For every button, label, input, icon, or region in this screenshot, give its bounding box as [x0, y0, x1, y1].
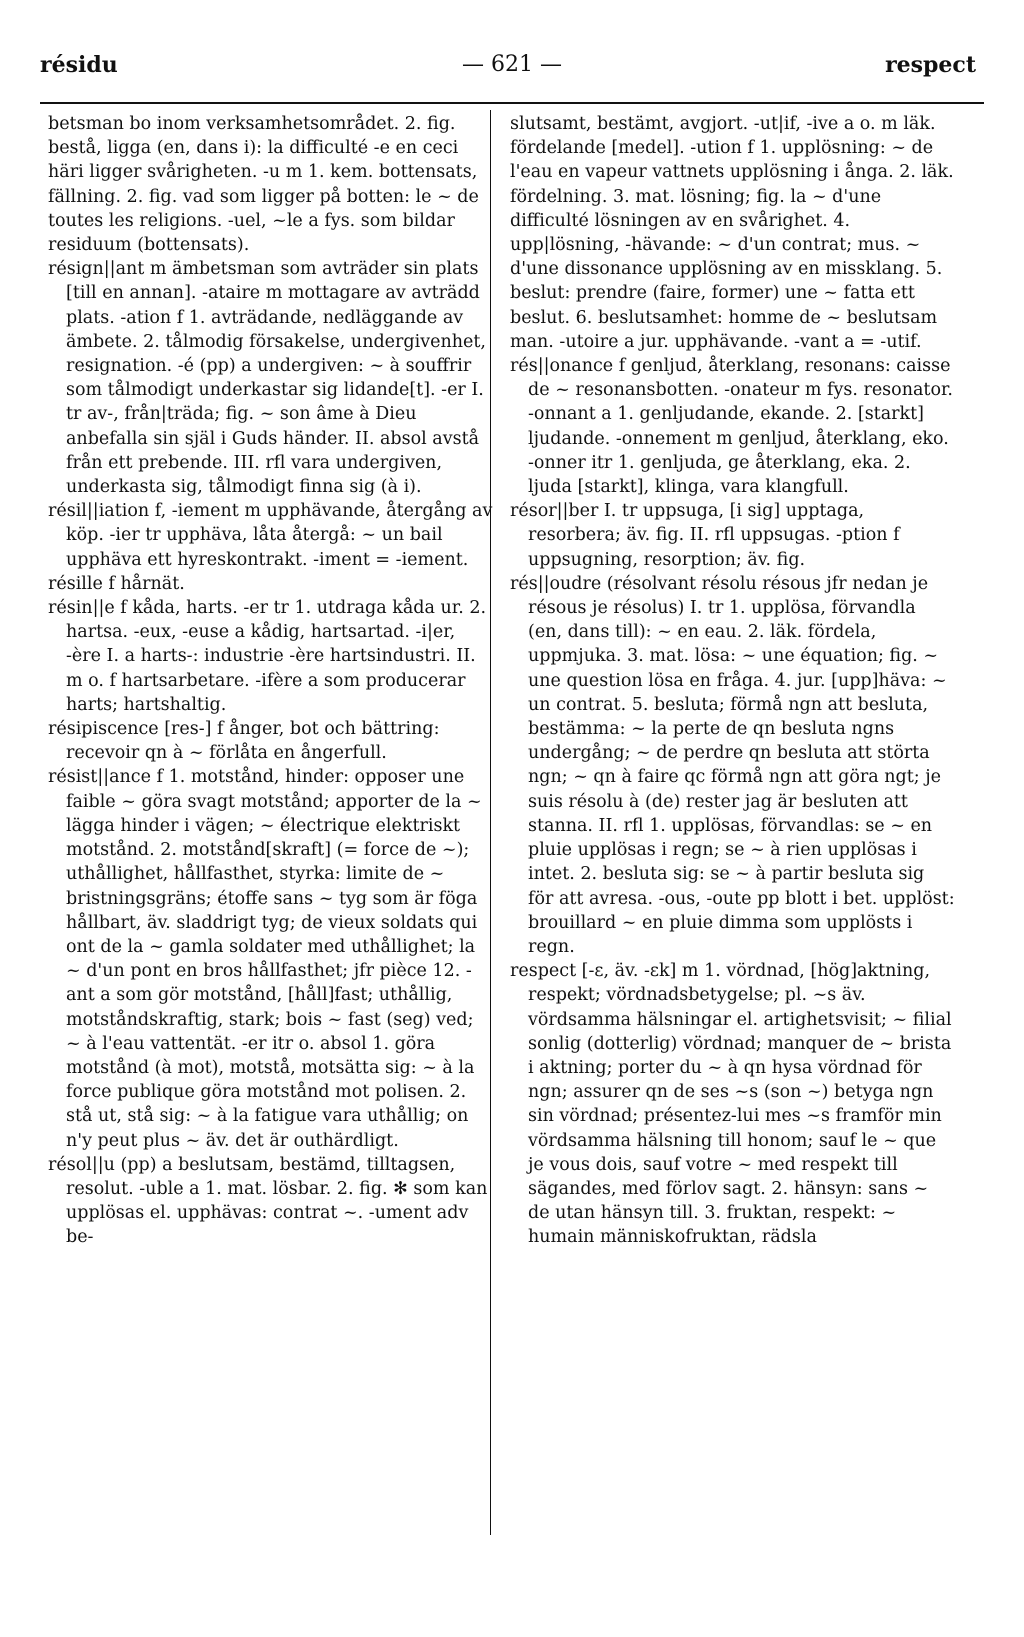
- dictionary-entry: slutsamt, bestämt, avgjort. -ut|if, -ive a o. m läk. fördelande [medel]. -ution f 1. upplösning: ~ de l'eau en vapeur vattnets upplösning i ånga. 2. läk. fördelning. 3. mat. lösning; fig. la ~ d'une difficulté lösningen av en svårighet. 4. upp|lösning, -hävande: ~ d'un contrat; mus. ~ d'une dissonance upplösning av en missklang. 5. beslut: prendre (faire, former) une ~ fatta ett beslut. 6. beslutsamhet: homme de ~ beslutsam man. -utoire a jur. upphävande. -vant a = -utif.: [510, 114, 954, 352]
- dictionary-entry: résist||ance f 1. motstånd, hinder: opposer une faible ~ göra svagt motstånd; apporter de la ~ lägga hinder i vägen; ~ électrique elektriskt motstånd. 2. motstånd[skraft] (= force de ~); uthållighet, hållfasthet, styrka: limite de ~ bristningsgräns; étoffe sans ~ tyg som är föga hållbart, äv. sladdrigt tyg; de vieux soldats qui ont de la ~ gamla soldater med uthållighet; la ~ d'un pont en bros hållfasthet; jfr pièce 12. -ant a som gör motstånd, [håll]fast; uthållig, motståndskraftig, stark; bois ~ fast (seg) ved; ~ à l'eau vattentät. -er itr o. absol 1. göra motstånd (à mot), motstå, motsätta sig: ~ à la force publique göra motstånd mot polisen. 2. stå ut, stå sig: ~ à la fatigue vara uthållig; on n'y peut plus ~ äv. det är outhärdligt.: [48, 767, 482, 1151]
- column-divider: [490, 110, 491, 1535]
- dictionary-entry: respect [-ɛ, äv. -ɛk] m 1. vördnad, [hög]aktning, respekt; vördnadsbetygelse; pl. ~s äv. vördsamma hälsningar el. artighetsvisit; ~ filial sonlig (dotterlig) vördnad; manquer de ~ brista i aktning; porter du ~ à qn hysa vördnad för ngn; assurer qn de ses ~s (son ~) betyga ngn sin vördnad; présentez-lui mes ~s framför min vördsamma hälsning till honom; sauf le ~ que je vous dois, sauf votre ~ med respekt till sägandes, med förlov sagt. 2. hänsyn: sans ~ de utan hänsyn till. 3. fruktan, respekt: ~ humain människofruktan, rädsla: [510, 961, 952, 1248]
- guide-word-right: respect: [885, 52, 976, 78]
- dictionary-entry: résor||ber I. tr uppsuga, [i sig] upptaga, resorbera; äv. fig. II. rfl uppsugas. -ption f uppsugning, resorption; äv. fig.: [510, 501, 900, 570]
- dictionary-entry: betsman bo inom verksamhetsområdet. 2. fig. bestå, ligga (en, dans i): la difficulté -e en ceci häri ligger svårigheten. -u m 1. kem. bottensats, fällning. 2. fig. vad som ligger på botten: le ~ de toutes les religions. -uel, ~le a fys. som bildar residuum (bottensats).: [48, 114, 479, 256]
- dictionary-entry: résil||iation f, -iement m upphävande, återgång av köp. -ier tr upphäva, låta återgå: ~ un bail upphäva ett hyreskontrakt. -iment = -iement.: [48, 501, 493, 570]
- header-rule: [40, 102, 984, 104]
- dictionary-entry: rés||oudre (résolvant résolu résous jfr nedan je résous je résolus) I. tr 1. upplösa, förvandla (en, dans till): ~ en eau. 2. läk. fördela, uppmjuka. 3. mat. lösa: ~ une équation; fig. ~ une question lösa en fråga. 4. jur. [upp]häva: ~ un contrat. 5. besluta; förmå ngn att besluta, bestämma: ~ la perte de qn besluta ngns undergång; ~ de perdre qn besluta att störta ngn; ~ qn à faire qc förmå ngn att göra ngt; je suis résolu à (de) rester jag är besluten att stanna. II. rfl 1. upplösas, förvandlas: se ~ en pluie upplösas i regn; se ~ à rien upplösas i intet. 2. besluta sig: se ~ à partir besluta sig för att avresa. -ous, -oute pp blott i bet. upplöst: brouillard ~ en pluie dimma som upplösts i regn.: [510, 573, 955, 957]
- dictionary-entry: résille f hårnät.: [48, 573, 185, 594]
- page-header: [40, 44, 984, 84]
- right-column: [510, 112, 955, 1250]
- dictionary-entry: résign||ant m ämbetsman som avträder sin plats [till en annan]. -ataire m mottagare av avträdd plats. -ation f 1. avträdande, nedläggande av ämbete. 2. tålmodig försakelse, undergivenhet, resignation. -é (pp) a undergiven: ~ à souffrir som tålmodigt underkastar sig lidande[t]. -er I. tr av-, från|träda; fig. ~ son âme à Dieu anbefalla sin själ i Guds händer. II. absol avstå från ett prebende. III. rfl vara undergiven, underkasta sig, tålmodigt finna sig (à i).: [48, 259, 486, 498]
- left-column: [48, 112, 493, 1250]
- page-number: — 621 —: [462, 52, 562, 77]
- dictionary-entry: rés||onance f genljud, återklang, resonans: caisse de ~ resonansbotten. -onateur m fys. resonator. -onnant a 1. genljudande, ekande. 2. [starkt] ljudande. -onnement m genljud, återklang, eko. -onner itr 1. genljuda, ge återklang, eka. 2. ljuda [starkt], klinga, vara klangfull.: [510, 356, 953, 498]
- dictionary-entry: résin||e f kåda, harts. -er tr 1. utdraga kåda ur. 2. hartsa. -eux, -euse a kådig, hartsartad. -i|er, -ère I. a harts-: industrie -ère hartsindustri. II. m o. f hartsarbetare. -ifère a som producerar harts; hartshaltig.: [48, 598, 487, 715]
- dictionary-entry: résipiscence [res-] f ånger, bot och bättring: recevoir qn à ~ förlåta en ångerfull.: [48, 719, 440, 764]
- dictionary-entry: résol||u (pp) a beslutsam, bestämd, tilltagsen, resolut. -uble a 1. mat. lösbar. 2. fig. ✻ som kan upplösas el. upphävas: contrat ~. -ument adv be-: [48, 1154, 488, 1248]
- guide-word-left: résidu: [40, 52, 118, 78]
